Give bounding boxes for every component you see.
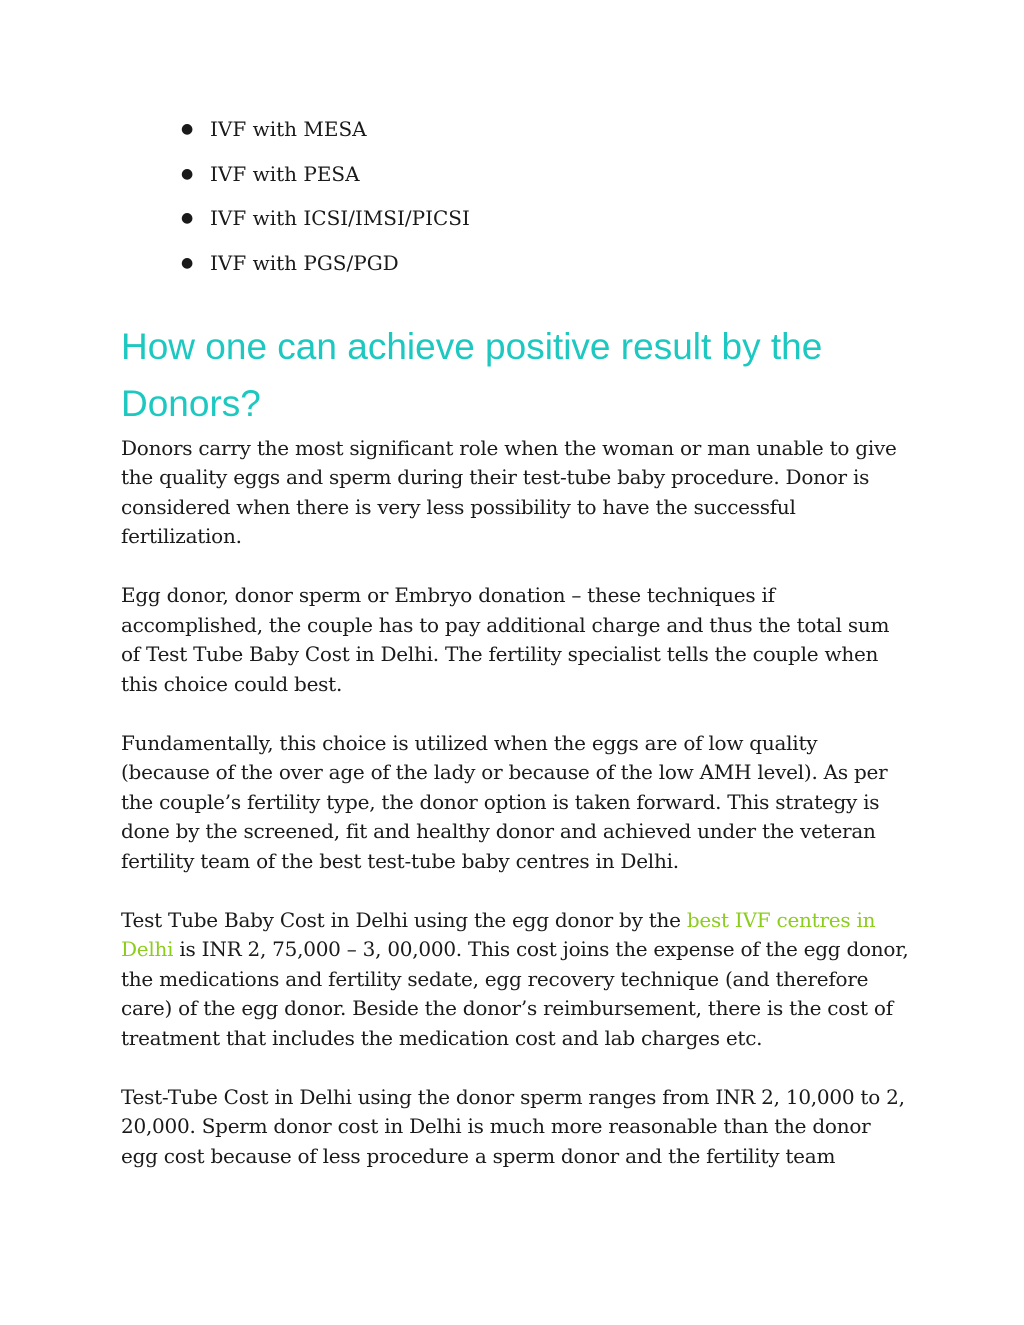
bullet-icon: ● — [181, 121, 194, 137]
list-item — [181, 250, 911, 276]
paragraph-low-quality-eggs: Fundamentally, this choice is utilized when the eggs are of low quality (because of the over age of the lady or because of the low AMH level). As per the couple’s fertility type, the donor option is taken forward. This strategy is done by the screened, fit and healthy donor and achieved under the veteran fertility team of the best test-tube baby centres in Delhi. — [121, 730, 888, 873]
document-content — [121, 116, 911, 1201]
paragraph-sperm-donor-cost: Test-Tube Cost in Delhi using the donor sperm ranges from INR 2, 10,000 to 2, 20,000. Sperm donor cost in Delhi is much more reasonable than the donor egg cost because of less procedure a sperm donor and the fertility team — [121, 1084, 905, 1168]
bullet-icon: ● — [181, 254, 194, 271]
list-item-text: IVF with PESA — [210, 161, 360, 186]
ivf-options-list — [181, 116, 911, 276]
list-item-text: IVF with ICSI/IMSI/PICSI — [210, 206, 470, 230]
list-item-text: IVF with MESA — [210, 117, 367, 141]
bullet-icon: ● — [181, 210, 194, 226]
bullet-icon: ● — [181, 165, 194, 182]
list-item — [181, 116, 911, 142]
paragraph-donation-techniques: Egg donor, donor sperm or Embryo donation – these techniques if accomplished, the couple has to pay additional charge and thus the total sum of Test Tube Baby Cost in Delhi. The fertility specialist tells the couple when this choice could best. — [121, 583, 890, 696]
best-ivf-centres-link[interactable]: best IVF centres in Delhi — [121, 907, 876, 961]
section-heading: How one can achieve positive result by the Donors? — [121, 325, 823, 424]
paragraph-egg-donor-cost — [121, 906, 911, 1054]
paragraph-text: is INR 2, 75,000 – 3, 00,000. This cost joins the expense of the egg donor, the medications and fertility sedate, egg recovery technique (and therefore care) of the egg donor. Beside the donor’s reimbursement, there is the cost of treatment that includes the medication cost and lab charges etc. — [121, 937, 909, 1050]
paragraph-donor-role: Donors carry the most significant role when the woman or man unable to give the quality eggs and sperm during their test-tube baby procedure. Donor is considered when there is very less possibility to have the successful fertilization. — [121, 435, 897, 548]
list-item-text: IVF with PGS/PGD — [210, 250, 399, 275]
paragraph-text: Test Tube Baby Cost in Delhi using the egg donor by the — [121, 907, 687, 932]
list-item — [181, 161, 911, 187]
list-item — [181, 205, 911, 231]
